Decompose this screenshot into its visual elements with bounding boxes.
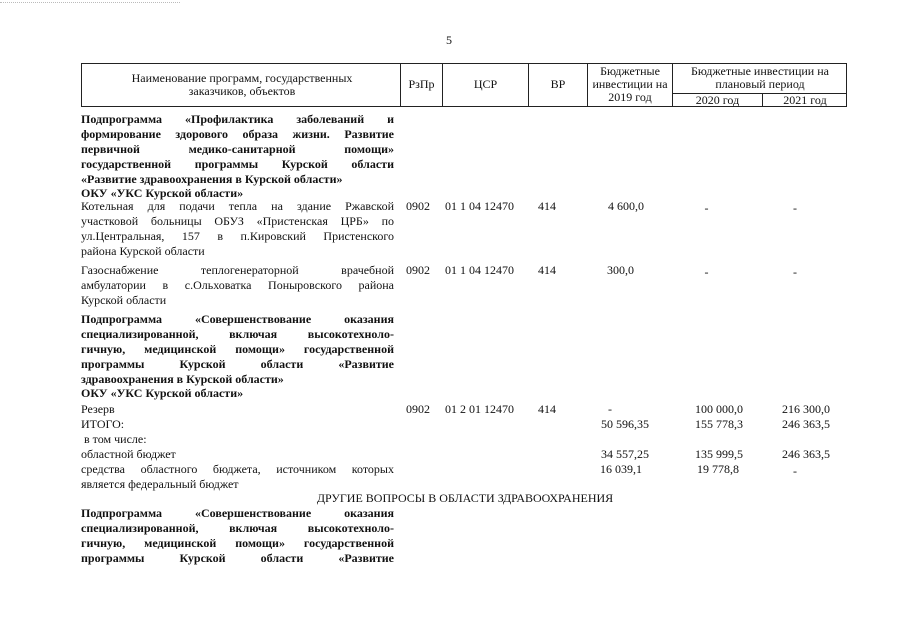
- subprogram-1-line: формирование здорового образа жизни. Развитие: [81, 127, 394, 141]
- header-inv2019: Бюджетные инвестиции на 2019 год: [592, 64, 668, 104]
- subprogram-3-line: специализированной, включая высокотехноло-: [81, 521, 394, 535]
- subprogram-1-line: первичной медико-санитарной помощи»: [81, 142, 394, 156]
- reserve-vr: 414: [538, 402, 556, 416]
- object-1-rzpr: 0902: [406, 199, 430, 213]
- regional-2021: 246 363,5: [782, 447, 830, 461]
- reserve-2020: 100 000,0: [695, 402, 743, 416]
- header-divider: [587, 64, 588, 106]
- subprogram-1-line: «Развитие здравоохранения в Курской области»: [81, 172, 343, 186]
- subprogram-2-line: здравоохранения в Курской области»: [81, 372, 284, 386]
- regional-2020: 135 999,5: [695, 447, 743, 461]
- object-2-2021: -: [793, 265, 797, 279]
- object-1-line: ул.Центральная, 157 в п.Кировский Пристенского: [81, 229, 394, 243]
- header-planned: Бюджетные инвестиции на плановый период: [691, 64, 829, 91]
- object-2-csr: 01 1 04 12470: [445, 263, 514, 277]
- subprogram-3-line: гичную, медицинской помощи» государственной: [81, 536, 394, 550]
- federal-line: средства областного бюджета, источником которых: [81, 462, 394, 476]
- object-2-line: Газоснабжение теплогенераторной врачебной: [81, 263, 394, 277]
- federal-2021: -: [793, 464, 797, 478]
- subprogram-1-line: Подпрограмма «Профилактика заболеваний и: [81, 112, 394, 126]
- table-header: [81, 63, 847, 107]
- total-2020: 155 778,3: [695, 417, 743, 431]
- reserve-2021: 216 300,0: [782, 402, 830, 416]
- object-1-line: района Курской области: [81, 244, 205, 258]
- federal-2019: 16 039,1: [600, 462, 642, 476]
- subprogram-2-line: Подпрограмма «Совершенствование оказания: [81, 312, 394, 326]
- regional-2019: 34 557,25: [601, 447, 649, 461]
- object-1-2020: -: [704, 201, 709, 215]
- scan-edge-line: [0, 2, 180, 3]
- customer-oku-1: ОКУ «УКС Курской области»: [81, 186, 244, 200]
- page-number: 5: [446, 33, 452, 47]
- subprogram-2-line: гичную, медицинской помощи» государственной: [81, 342, 394, 356]
- reserve-rzpr: 0902: [406, 402, 430, 416]
- header-csr: ЦСР: [473, 77, 498, 91]
- including-label: в том числе:: [84, 432, 147, 446]
- total-label: ИТОГО:: [81, 417, 125, 431]
- header-name: Наименование программ, государственных заказчиков, объектов: [131, 71, 353, 98]
- object-2-vr: 414: [538, 263, 556, 277]
- object-1-line: участковой больницы ОБУЗ «Пристенская ЦРБ» по: [81, 214, 394, 228]
- regional-label: областной бюджет: [81, 447, 176, 461]
- subprogram-2-line: специализированной, включая высокотехноло-: [81, 327, 394, 341]
- object-2-2019: 300,0: [607, 263, 634, 277]
- total-2019: 50 596,35: [601, 417, 649, 431]
- object-2-2020: -: [704, 265, 709, 279]
- federal-2020: 19 778,8: [697, 462, 739, 476]
- section-title: ДРУГИЕ ВОПРОСЫ В ОБЛАСТИ ЗДРАВООХРАНЕНИЯ: [316, 491, 614, 505]
- total-2021: 246 363,5: [782, 417, 830, 431]
- object-2-line: Курской области: [81, 293, 167, 307]
- header-2020: 2020 год: [695, 93, 740, 107]
- header-vr: ВР: [550, 77, 566, 91]
- subprogram-2-line: программы Курской области «Развитие: [81, 357, 394, 371]
- subprogram-1-line: государственной программы Курской области: [81, 157, 394, 171]
- object-1-2021: -: [793, 201, 797, 215]
- object-2-rzpr: 0902: [406, 263, 430, 277]
- header-2021: 2021 год: [783, 93, 827, 107]
- customer-oku-2: ОКУ «УКС Курской области»: [81, 386, 244, 400]
- object-1-csr: 01 1 04 12470: [445, 199, 514, 213]
- subprogram-3-line: Подпрограмма «Совершенствование оказания: [81, 506, 394, 520]
- subprogram-3-line: программы Курской области «Развитие: [81, 551, 394, 565]
- reserve-label: Резерв: [81, 402, 115, 416]
- object-2-line: амбулатории в с.Ольховатка Поныровского района: [81, 278, 394, 292]
- object-1-2019: 4 600,0: [608, 199, 644, 213]
- object-1-line: Котельная для подачи тепла на здание Ржавской: [81, 199, 394, 213]
- header-rzpr: РзПр: [408, 77, 435, 91]
- reserve-csr: 01 2 01 12470: [445, 402, 514, 416]
- reserve-2019: -: [608, 402, 612, 416]
- federal-line: является федеральный бюджет: [81, 477, 239, 491]
- object-1-vr: 414: [538, 199, 556, 213]
